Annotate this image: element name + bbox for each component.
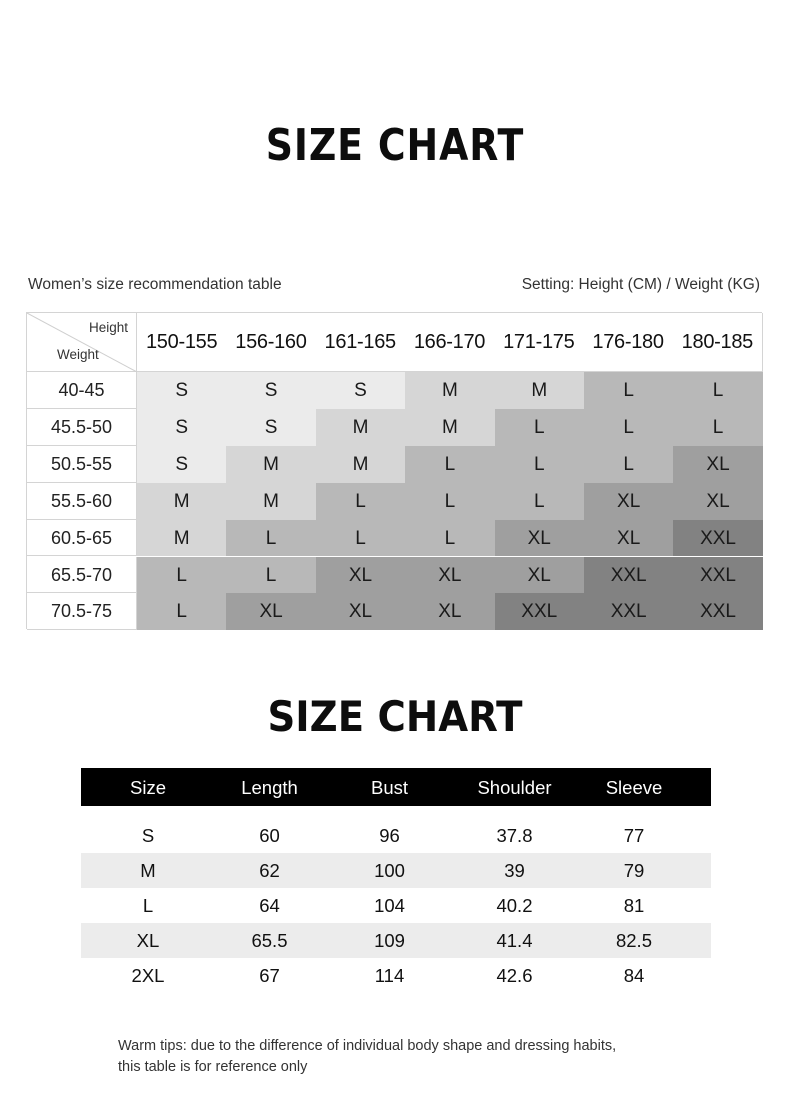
cell-length: 62: [259, 860, 280, 881]
size-cell: M: [495, 372, 584, 409]
height-header: 156-160: [235, 331, 307, 353]
cell-length: 64: [259, 895, 280, 916]
recommendation-row: [27, 446, 763, 483]
size-cell: L: [405, 520, 494, 557]
size-cell: S: [137, 409, 226, 446]
recommendation-row: [27, 483, 763, 520]
cell-sleeve: 77: [623, 825, 645, 846]
cell-size: 2XL: [131, 965, 165, 986]
size-cell: XXL: [495, 593, 584, 630]
size-cell: L: [226, 520, 315, 557]
size-cell: L: [137, 557, 226, 594]
size-cell: XXL: [584, 557, 673, 594]
size-cell: L: [226, 557, 315, 594]
size-cell: XXL: [584, 593, 673, 630]
size-cell: L: [495, 483, 584, 520]
table-row: [81, 958, 711, 993]
height-header: 180-185: [681, 331, 753, 353]
header-length: Length: [241, 777, 298, 798]
size-cell: L: [405, 446, 494, 483]
recommendation-row: [27, 520, 763, 557]
size-cell: XL: [584, 483, 673, 520]
size-cell: XL: [405, 593, 494, 630]
size-cell: XL: [495, 520, 584, 557]
size-cell: M: [316, 409, 405, 446]
size-cell: S: [137, 446, 226, 483]
size-cell: L: [316, 520, 405, 557]
size-recommendation-table: [26, 312, 762, 629]
size-cell: XL: [226, 593, 315, 630]
size-cell: XXL: [673, 557, 762, 594]
weight-label: 50.5-55: [27, 446, 137, 483]
recommendation-row: [27, 557, 763, 594]
cell-size: L: [142, 895, 154, 916]
cell-size: S: [141, 825, 155, 846]
size-cell: M: [137, 483, 226, 520]
cell-sleeve: 82.5: [615, 930, 652, 951]
recommendation-row: [27, 372, 763, 409]
cell-length: 67: [259, 965, 280, 986]
size-cell: L: [673, 372, 762, 409]
size-chart-title-top: SIZE CHART: [265, 120, 525, 171]
cell-length: 65.5: [251, 930, 288, 951]
size-cell: L: [137, 593, 226, 630]
table-row: [81, 853, 711, 888]
size-cell: M: [316, 446, 405, 483]
weight-label: 65.5-70: [27, 557, 137, 594]
weight-label: 40-45: [27, 372, 137, 409]
size-cell: XL: [584, 520, 673, 557]
size-cell: L: [584, 409, 673, 446]
corner-height-label: Height: [88, 320, 128, 335]
cell-shoulder: 41.4: [496, 930, 533, 951]
size-cell: S: [226, 409, 315, 446]
weight-label: 45.5-50: [27, 409, 137, 446]
height-header-row: [137, 313, 763, 372]
size-cell: L: [584, 446, 673, 483]
size-cell: L: [673, 409, 762, 446]
size-cell: XL: [405, 557, 494, 594]
cell-shoulder: 42.6: [496, 965, 533, 986]
size-chart-title-measure: SIZE CHART: [267, 692, 523, 741]
measurement-header-row: [81, 768, 711, 806]
height-header: 161-165: [324, 331, 396, 353]
size-cell: M: [226, 483, 315, 520]
height-header: 150-155: [145, 331, 218, 353]
table-row: [81, 923, 711, 958]
warm-tips: [118, 1036, 718, 1078]
weight-label: 60.5-65: [27, 520, 137, 557]
recommendation-caption: Women’s size recommendation table: [28, 276, 282, 293]
size-cell: XL: [673, 483, 762, 520]
cell-shoulder: 40.2: [496, 895, 533, 916]
size-cell: XL: [316, 557, 405, 594]
size-cell: L: [495, 409, 584, 446]
height-header: 176-180: [592, 331, 664, 353]
cell-bust: 104: [374, 895, 405, 916]
cell-bust: 109: [374, 930, 405, 951]
weight-label: 70.5-75: [27, 593, 137, 630]
cell-bust: 100: [374, 860, 405, 881]
size-cell: S: [226, 372, 315, 409]
size-cell: L: [405, 483, 494, 520]
cell-size: XL: [136, 930, 160, 951]
size-cell: M: [137, 520, 226, 557]
size-cell: S: [137, 372, 226, 409]
table-row: [81, 818, 711, 853]
weight-label: 55.5-60: [27, 483, 137, 520]
table-row: [81, 888, 711, 923]
measurement-table: [81, 768, 711, 993]
height-header: 166-170: [413, 331, 486, 353]
recommendation-setting: Setting: Height (CM) / Weight (KG): [521, 276, 760, 293]
cell-sleeve: 84: [623, 965, 645, 986]
size-cell: XXL: [673, 520, 762, 557]
size-cell: L: [316, 483, 405, 520]
size-cell: XL: [316, 593, 405, 630]
header-sleeve: Sleeve: [605, 777, 663, 798]
size-cell: XL: [495, 557, 584, 594]
warm-tips-line-2: this table is for reference only: [118, 1059, 308, 1075]
cell-sleeve: 81: [623, 895, 645, 916]
size-cell: L: [495, 446, 584, 483]
size-cell: M: [226, 446, 315, 483]
table-corner-cell: [27, 313, 137, 372]
cell-length: 60: [259, 825, 280, 846]
size-cell: M: [405, 409, 494, 446]
cell-bust: 114: [374, 965, 405, 986]
recommendation-row: [27, 593, 763, 630]
header-size: Size: [130, 777, 166, 798]
size-cell: XXL: [673, 593, 762, 630]
header-shoulder: Shoulder: [477, 777, 552, 798]
size-cell: XL: [673, 446, 762, 483]
cell-sleeve: 79: [623, 860, 645, 881]
recommendation-row: [27, 409, 763, 446]
size-cell: L: [584, 372, 673, 409]
corner-weight-label: Weight: [57, 347, 99, 362]
size-cell: M: [405, 372, 494, 409]
size-cell: S: [316, 372, 405, 409]
warm-tips-line-1: Warm tips: due to the difference of individual body shape and dressing habits,: [118, 1038, 617, 1054]
header-bust: Bust: [370, 777, 409, 798]
cell-shoulder: 39: [504, 860, 525, 881]
cell-bust: 96: [379, 825, 400, 846]
cell-shoulder: 37.8: [496, 825, 533, 846]
cell-size: M: [140, 860, 156, 881]
height-header: 171-175: [503, 331, 575, 353]
